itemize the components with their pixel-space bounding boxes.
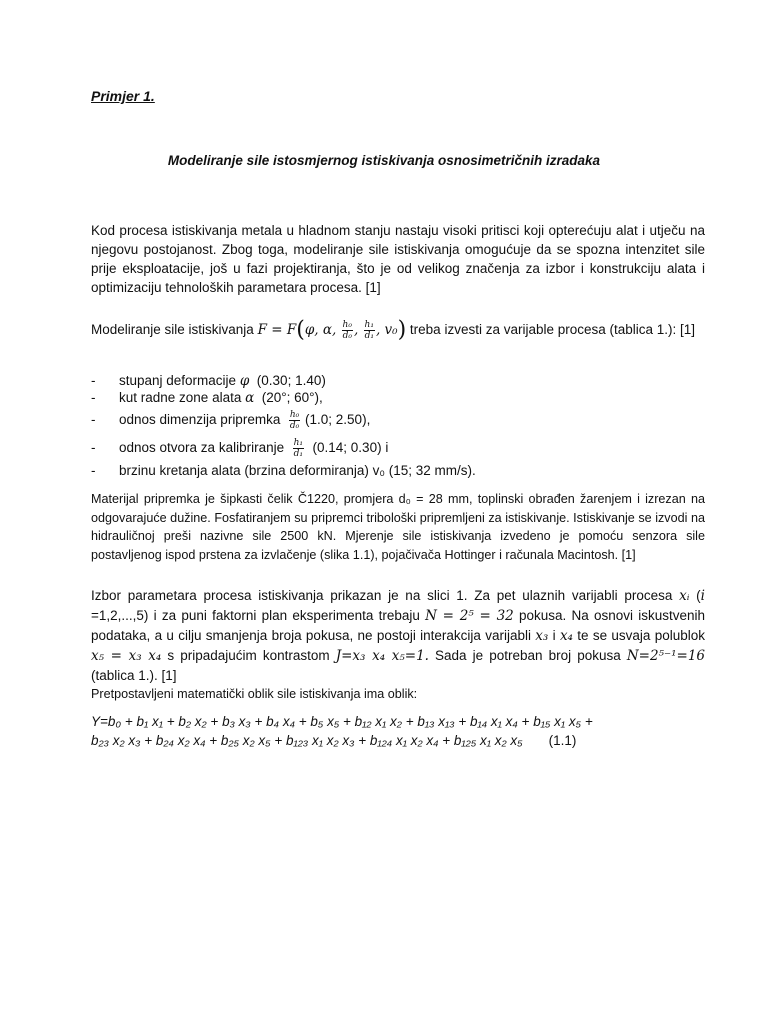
fraction-h0-d0: $\frac{\text{h₀}}{\text{d₀}}$ xyxy=(342,319,352,341)
section-title: Modeliranje sile istosmjernog istiskivanja osnosimetričnih izradaka xyxy=(167,153,601,168)
formula-args-2: , v₀ xyxy=(375,322,398,338)
paragraph-intro: Kod procesa istiskivanja metala u hladnom stanju nastaju visoki pritisci koji opterećuju alat i utječu na njegovu postojanost. Zbog toga, modeliranje sile istiskivanja omogućuje da se spozna intenzitet sile prije eksploatacije, još u fazi projektiranja, što je od velikog značenja za izbor i konstrukciju alata i optimizaciju tehnoloških parametara procesa. [1] xyxy=(91,223,705,295)
fraction-h0-d0: $\frac{\text{h₀}}{\text{d₀}}$ xyxy=(289,409,300,431)
model-text-before: Modeliranje sile istiskivanja xyxy=(91,322,258,337)
list-item: - brzinu kretanja alata (brzina deformiranja) v₀ (15; 32 mm/s). xyxy=(91,463,476,478)
formula-args-1: φ, α, xyxy=(304,322,341,338)
fraction-h1-d1: $\frac{\text{h₁}}{\text{d₁}}$ xyxy=(364,319,374,341)
fraction-h1-d1: $\frac{\text{h₁}}{\text{d₁}}$ xyxy=(293,437,304,459)
list-item: - odnos dimenzija pripremka $\frac{\text{h₀}}{\text{d₀}}$ (1.0; 2.50), xyxy=(91,409,371,431)
variables-list xyxy=(91,373,705,482)
model-text-after: treba izvesti za varijable procesa (tablica 1.): [1] xyxy=(406,322,696,337)
equation-number: (1.1) xyxy=(548,733,577,748)
paragraph-math-form: Pretpostavljeni matematički oblik sile istiskivanja ima oblik: xyxy=(91,687,418,701)
formula-paren-open: ( xyxy=(296,317,305,343)
model-formula-lhs: F = F xyxy=(257,322,297,338)
equation-line-2: b₂₃ x₂ x₃ + b₂₄ x₂ x₄ + b₂₅ x₂ x₅ + b₁₂₃ x₁ x₂ x₃ + b₁₂₄ x₁ x₂ x₄ + b₁₂₅ x₁ x₂ x₅ (1.1) xyxy=(91,733,577,748)
list-item: - stupanj deformacije φ (0.30; 1.40) xyxy=(91,373,326,389)
equation-line-1: Y=b₀ + b₁ x₁ + b₂ x₂ + b₃ x₃ + b₄ x₄ + b₅ x₅ + b₁₂ x₁ x₂ + b₁₃ x₁₃ + b₁₄ x₁ x₄ + b₁₅ x₁ x₅ + xyxy=(91,714,593,729)
list-item: - kut radne zone alata α (20°; 60°), xyxy=(91,390,323,406)
formula-paren-close: ) xyxy=(397,317,407,343)
example-heading: Primjer 1. xyxy=(91,88,155,104)
regression-equation xyxy=(91,712,711,750)
paragraph-parameters: Izbor parametara procesa istiskivanja prikazan je na slici 1. Za pet ulaznih varijabli procesa xᵢ (i =1,2,...,5) i za puni faktorni plan eksperimenta trebaju N = 2⁵ = 32 pokusa. Na osnovi iskustvenih podataka, a u cilju smanjenja broja pokusa, ne postoji interakcija varijabli x₃ i x₄ te se usvaja polublok x₅ = x₃ x₄ s pripadajućim kontrastom J=x₃ x₄ x₅=1. Sada je potreban broj pokusa N=2⁵⁻¹=16 (tablica 1.). [1] xyxy=(91,588,706,683)
paragraph-material: Materijal pripremka je šipkasti čelik Č1220, promjera d₀ = 28 mm, toplinski obrađen žarenjem i izrezan na odgovarajuće dužine. Fosfatiranjem su pripremci tribološki pripremljeni za istiskivanje. Istiskivanje se izvodi na hidrauličnoj preši nazivne sile 2500 kN. Mjerenje sile istiskivanja izvedeno je pomoću senzora sile postavljenog ispod prstena za izvlačenje (slika 1.1), pojačivača Hottinger i računala Macintosh. [1] xyxy=(91,492,705,562)
paragraph-model: Modeliranje sile istiskivanja F = F(φ, α, $\frac{\text{h₀}}{\text{d₀}}$ , $\frac{\text{h₁}}{\text{d₁}}$ , v₀) treba izvesti za varijable procesa (tablica 1.): [1] xyxy=(91,317,696,343)
list-item: - odnos otvora za kalibriranje $\frac{\text{h₁}}{\text{d₁}}$ (0.14; 0.30) i xyxy=(91,437,389,459)
